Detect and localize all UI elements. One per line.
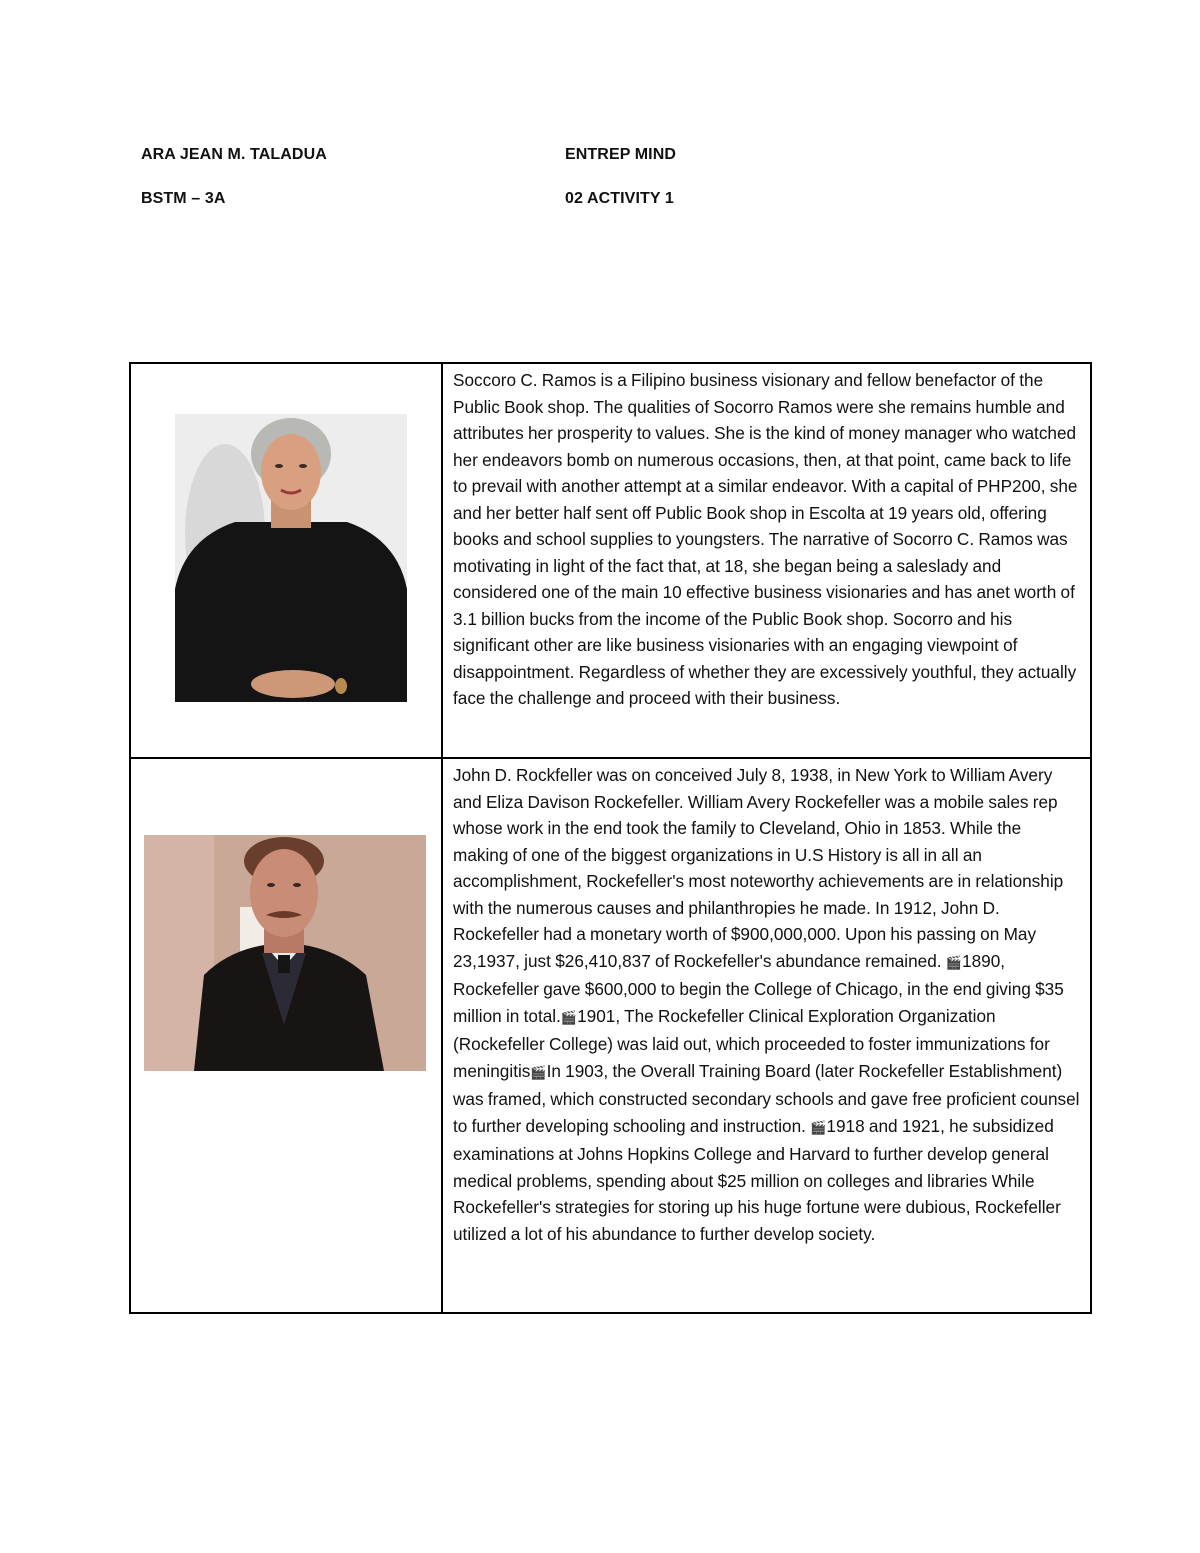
table-row [130,363,1091,758]
photo-cell [130,363,442,758]
socorro-ramos-photo [175,414,407,702]
student-section: BSTM – 3A [141,190,226,207]
bio-part: 1901, The Rockefeller Clinical Exploration Organization (Rockefeller College) was laid out, which proceeded to foster immunizations for meningitis [453,1005,1050,1081]
socorro-ramos-bio: Soccoro C. Ramos is a Filipino business visionary and fellow benefactor of the Public Book shop. The qualities of Socorro Ramos were she remains humble and attributes her prosperity to values. She is the kind of money manager who watched her endeavors bomb on numerous occasions, then, at that point, came back to life to prevail with another attempt at a similar endeavor. With a capital of PHP200, she and her better half sent off Public Book shop in Escolta at 19 years old, offering books and school supplies to youngsters. The narrative of Socorro C. Ramos was motivating in light of the fact that, at 18, she began being a saleslady and considered one of the main 10 effective business visionaries and has anet worth of 3.1 billion bucks from the income of the Public Book shop. Socorro and his significant other are like business visionaries with an engaging viewpoint of disappointment. Regardless of whether they are excessively youthful, they actually face the challenge and proceed with their business. [453,370,1078,708]
activity-title: 02 ACTIVITY 1 [565,190,674,207]
student-name: ARA JEAN M. TALADUA [141,146,327,163]
subject-title: ENTREP MIND [565,146,677,163]
photo-cell [130,758,442,1313]
bio-part: John D. Rockfeller was on conceived July 8, 1938, in New York to William Avery and Eliza Davison Rockefeller. William Avery Rockefeller was a mobile sales rep whose work in the end took the family to Cleveland, Ohio in 1853. While the making of one of the biggest organizations in U.S History is all in all an accomplishment, Rockefeller's most noteworthy achievements are in relationship with the numerous causes and philanthropies he made. In 1912, John D. Rockefeller had a monetary worth of $900,000,000. Upon his passing on May 23,1937, just $26,410,837 of Rockefeller's abundance remained. [453,765,1064,971]
clapperboard-icon: 🎬 [560,1009,578,1025]
clapperboard-icon: 🎬 [945,954,963,970]
socorro-ramos-bio-cell [442,363,1091,758]
john-rockefeller-bio-cell [442,758,1091,1313]
bio-part: 1890, Rockefeller gave $600,000 to begin the College of Chicago, in the end giving $35 million in total. [453,950,1064,1026]
clapperboard-icon: 🎬 [530,1064,547,1080]
john-rockefeller-photo [144,835,426,1071]
bio-part: In 1903, the Overall Training Board (later Rockefeller Establishment) was framed, which constructed secondary schools and gave free proficient counsel to further developing schooling and instruction. [453,1060,1080,1136]
entrepreneur-table [129,362,1092,1314]
table-row [130,758,1091,1313]
clapperboard-icon: 🎬 [810,1119,827,1135]
john-rockefeller-bio [453,762,1080,1247]
bio-part: 1918 and 1921, he subsidized examinations at Johns Hopkins College and Harvard to further develop general medical problems, spending about $25 million on colleges and libraries While Rockefeller's strategies for storing up his huge fortune were dubious, Rockefeller utilized a lot of his abundance to further develop society. [453,1115,1061,1244]
